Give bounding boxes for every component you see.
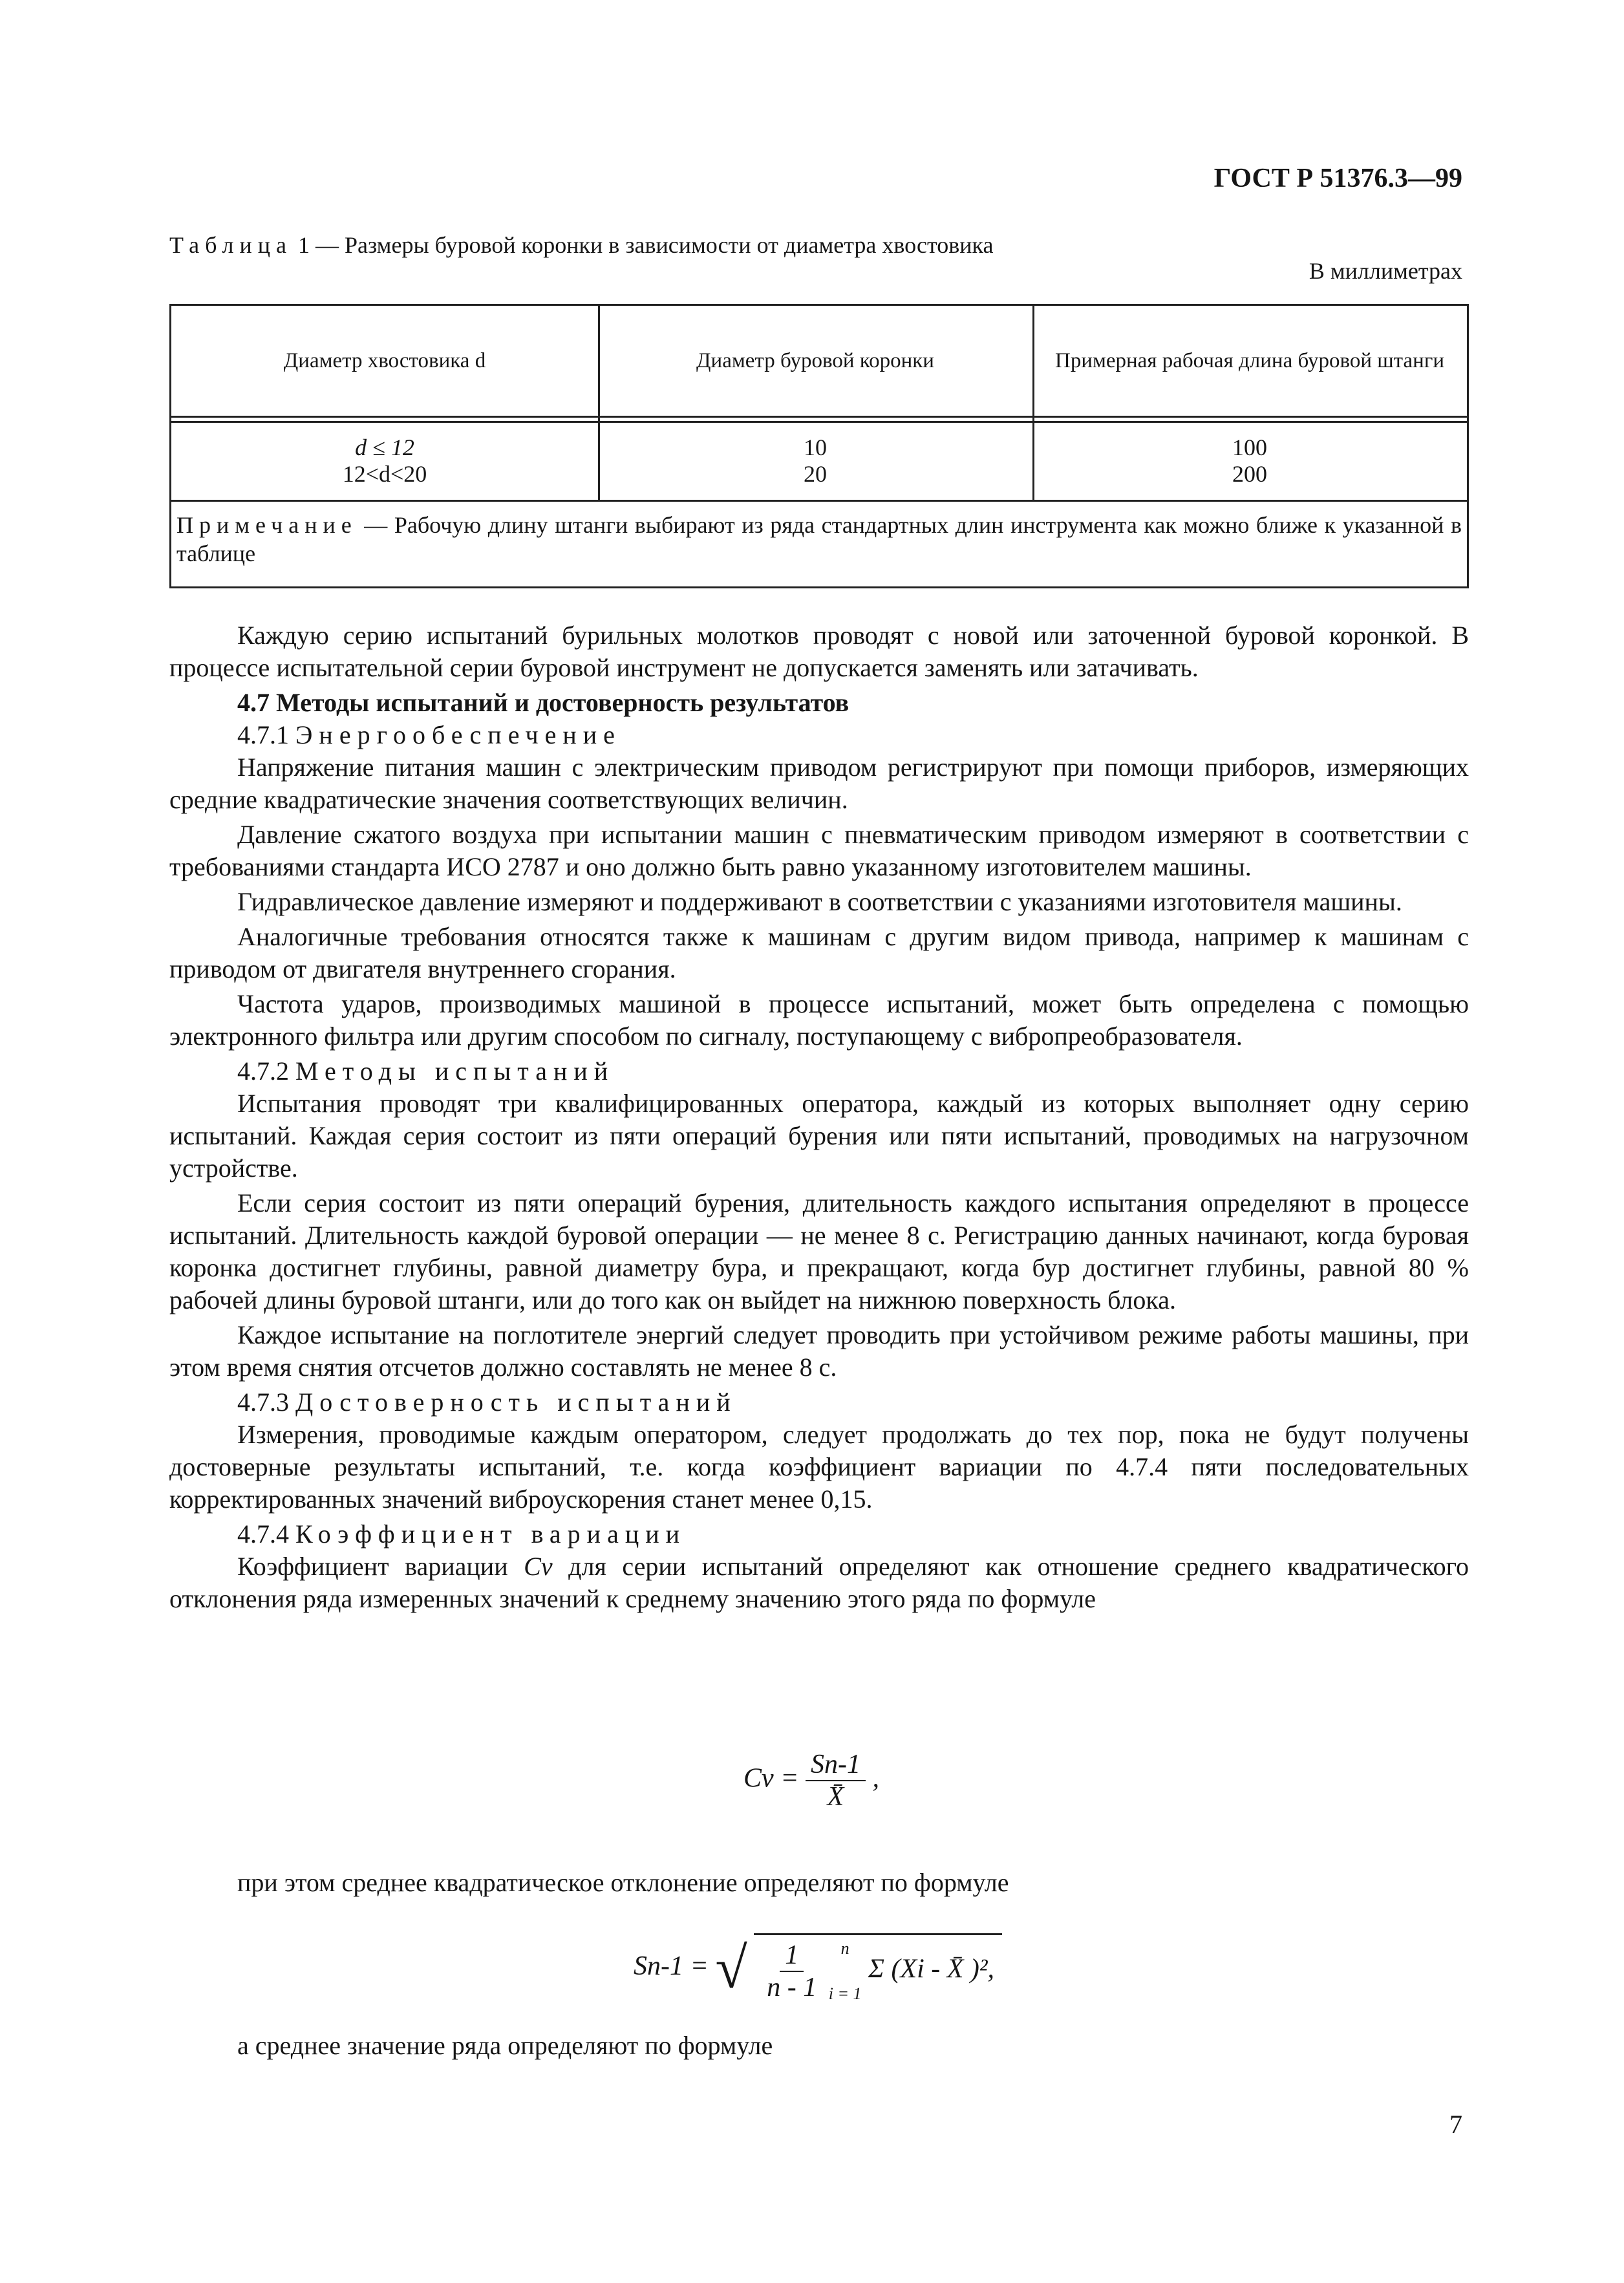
paragraph: Гидравлическое давление измеряют и поддерживают в соответствии с указаниями изготовителя машины. — [237, 887, 1402, 916]
table-cell — [171, 425, 598, 497]
table-note-text: — Рабочую длину штанги выбирают из ряда стандартных длин инструмента как можно ближе к указанной в таблице — [176, 512, 1462, 566]
subsection-number: 4.7.2 — [237, 1056, 289, 1086]
paragraph: Каждое испытание на поглотителе энергий следует проводить при устойчивом режиме работы машины, при этом время снятия отсчетов должно составлять не менее 8 с. — [169, 1320, 1469, 1382]
page-number: 7 — [1449, 2110, 1462, 2139]
formula-denominator: X̄ — [827, 1782, 844, 1812]
subsection-heading — [169, 1386, 1469, 1419]
table-caption-number: 1 — [297, 232, 310, 258]
inline-symbol: Cv — [524, 1552, 553, 1581]
formula-fraction — [762, 1940, 822, 2003]
table-cell-value: d ≤ 12 — [355, 434, 414, 460]
table-cell-value: 12<d<20 — [342, 461, 427, 487]
subsection-number: 4.7.1 — [237, 720, 289, 749]
subsection-heading — [169, 1518, 1469, 1550]
table-caption-text: — Размеры буровой коронки в зависимости от диаметра хвостовика — [309, 232, 994, 258]
formula-tail: , — [872, 1763, 879, 1794]
paragraph: Каждую серию испытаний бурильных молотков проводят с новой или заточенной буровой коронкой. В процессе испытательной серии буровой инструмент не допускается заменять или затачивать. — [169, 621, 1469, 682]
subsection-title: Энергообеспечение — [295, 720, 621, 749]
formula-numerator: Sn-1 — [806, 1749, 866, 1781]
table-cell-value: 100 — [1232, 434, 1267, 460]
subsection-title: Достоверность испытаний — [295, 1388, 737, 1417]
paragraph — [169, 1550, 1469, 1615]
table-cell-value: 200 — [1232, 461, 1267, 487]
sum-lower: i = 1 — [828, 1984, 862, 2003]
formula-denominator: n - 1 — [767, 1973, 817, 2002]
paragraph-text: Коэффициент вариации — [237, 1552, 508, 1581]
table-caption-label: Таблица — [169, 232, 292, 258]
paragraph: Давление сжатого воздуха при испытании машин с пневматическим приводом измеряют в соответствии с требованиями стандарта ИСО 2787 и оно должно быть равно указанному изготовителем машины. — [169, 820, 1469, 881]
subsection-title: Коэффициент вариации — [295, 1519, 687, 1549]
subsection-title: Методы испытаний — [295, 1056, 615, 1086]
subsection-number: 4.7.3 — [237, 1388, 289, 1417]
sum-limits — [829, 1939, 862, 2004]
table-header-cell: Диаметр хвостовика d — [283, 348, 486, 372]
formula-lhs: Sn-1 = — [634, 1951, 709, 1982]
paragraph: при этом среднее квадратическое отклонение определяют по формуле — [237, 1868, 1009, 1897]
table-cell-value: 10 — [804, 434, 827, 460]
table-cell-value: 20 — [804, 461, 827, 487]
paragraph-text: для серии испытаний определяют как отношение среднего квадратического отклонения ряда измеренных значений к среднему значению этого ряда по формуле — [169, 1552, 1469, 1613]
table-divider — [171, 416, 1467, 418]
formula-sn1 — [634, 1933, 1002, 2004]
subsection-heading — [169, 719, 1469, 751]
table-caption — [169, 231, 993, 259]
section-heading: 4.7 Методы испытаний и достоверность результатов — [237, 688, 849, 717]
paragraph: Если серия состоит из пяти операций бурения, длительность каждого испытания определяют в процессе испытаний. Длительность каждой буровой операции — не менее 8 с. Регистрацию данных начинают, когда буровая коронка достигнет глубины, равной диаметру бура, и прекращают, когда бур достигнет глубины, равной 80 % рабочей длины буровой штанги, или до того как он выйдет на нижнюю поверхность блока. — [169, 1188, 1469, 1314]
subsection-number: 4.7.4 — [237, 1519, 289, 1549]
subsection-heading — [169, 1055, 1469, 1088]
paragraph: Измерения, проводимые каждым оператором, следует продолжать до тех пор, пока не будут получены достоверные результаты испытаний, т.е. когда коэффициент вариации по 4.7.4 пяти последовательных корректированных значений виброускорения станет менее 0,15. — [169, 1420, 1469, 1514]
paragraph: а среднее значение ряда определяют по формуле — [237, 2031, 773, 2060]
paragraph: Напряжение питания машин с электрическим приводом регистрируют при помощи приборов, измеряющих средние квадратические значения соответствующих величин. — [169, 753, 1469, 814]
table-note-label: Примечание — [176, 512, 358, 538]
sqrt-icon: √ — [715, 1936, 747, 2000]
formula-lhs: Cv = — [743, 1763, 799, 1794]
table-divider — [171, 421, 1467, 423]
formula-numerator: 1 — [780, 1940, 804, 1972]
paragraph: Аналогичные требования относятся также к машинам с другим видом привода, например к машинам с приводом от двигателя внутреннего сгорания. — [169, 922, 1469, 983]
paragraph: Испытания проводят три квалифицированных оператора, каждый из которых выполняет одну серию испытаний. Каждая серия состоит из пяти операций бурения или пяти испытаний, проводимых на нагрузочном устройстве. — [169, 1089, 1469, 1183]
table-note — [176, 511, 1462, 568]
table-units: В миллиметрах — [1309, 258, 1462, 284]
table-divider — [171, 500, 1467, 502]
paragraph: Частота ударов, производимых машиной в процессе испытаний, может быть определена с помощью электронного фильтра или другим способом по сигналу, поступающему с вибропреобразователя. — [169, 989, 1469, 1051]
formula-sum: Σ (Xi - X̄ )², — [868, 1954, 995, 1984]
document-code: ГОСТ Р 51376.3—99 — [1213, 164, 1462, 193]
body-text — [169, 619, 1469, 1618]
formula-fraction — [806, 1749, 866, 1812]
table-cell — [1032, 425, 1467, 497]
table-cell — [598, 425, 1032, 497]
dimensions-table — [169, 304, 1469, 588]
table-header-cell: Примерная рабочая длина буровой штанги — [1054, 348, 1445, 372]
sqrt-radicand — [754, 1933, 1002, 2004]
formula-cv — [743, 1749, 879, 1812]
sum-upper: n — [840, 1939, 849, 1958]
table-header-cell: Диаметр буровой коронки — [696, 348, 934, 372]
